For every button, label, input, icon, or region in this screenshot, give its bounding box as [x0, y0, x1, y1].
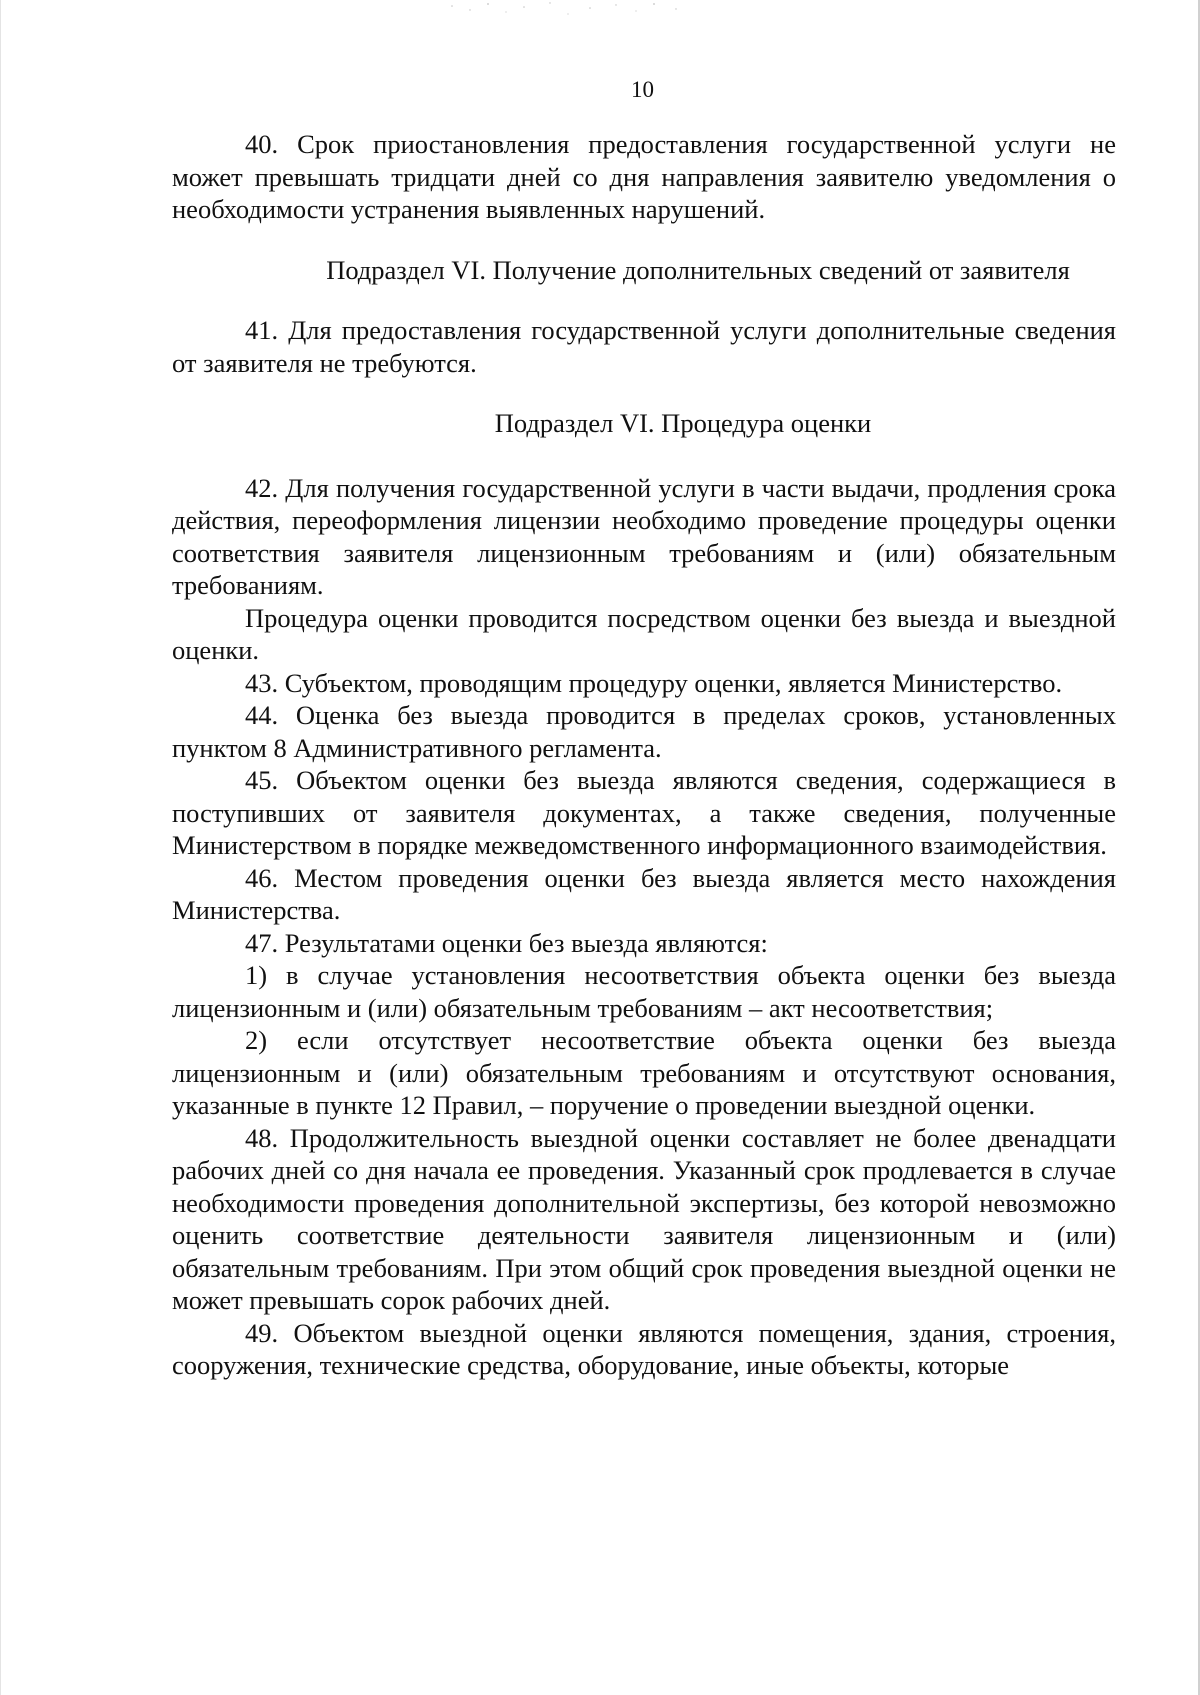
scan-left-edge — [0, 0, 1, 1695]
paragraph-42: 42. Для получения государственной услуги в части выдачи, продления срока действия, переоформления лицензии необходимо проведение процедуры оценки соответствия заявителя лицензионным требованиям и (или) обязательным требованиям. — [172, 472, 1116, 600]
page-number: 10 — [631, 77, 654, 102]
paragraph-47-item-2: 2) если отсутствует несоответствие объекта оценки без выезда лицензионным и (или) обязательным требованиям и отсутствуют основания, указанные в пункте 12 Правил, – поручение о проведении выездной оценки. — [172, 1025, 1116, 1120]
scan-noise — [440, 0, 700, 30]
document-body — [172, 128, 1116, 1382]
paragraph-47-item-1: 1) в случае установления несоответствия объекта оценки без выезда лицензионным и (или) обязательным требованиям – акт несоответствия; — [172, 960, 1116, 1023]
paragraph-40: 40. Срок приостановления предоставления государственной услуги не может превышать тридцати дней со дня направления заявителю уведомления о необходимости устранения выявленных нарушений. — [172, 129, 1116, 224]
paragraph-45: 45. Объектом оценки без выезда являются сведения, содержащиеся в поступивших от заявителя документах, а также сведения, полученные Министерством в порядке межведомственного информационного взаимодействия. — [172, 765, 1116, 860]
paragraph-41: 41. Для предоставления государственной услуги дополнительные сведения от заявителя не требуются. — [172, 315, 1116, 378]
paragraph-43: 43. Субъектом, проводящим процедуру оценки, является Министерство. — [245, 667, 1063, 698]
paragraph-47: 47. Результатами оценки без выезда являются: — [245, 927, 768, 958]
paragraph-46: 46. Местом проведения оценки без выезда является место нахождения Министерства. — [172, 862, 1116, 925]
subheading-assessment-procedure: Подраздел VI. Процедура оценки — [494, 408, 872, 438]
paragraph-49: 49. Объектом выездной оценки являются помещения, здания, строения, сооружения, технические средства, оборудование, иные объекты, которые — [172, 1317, 1116, 1380]
paragraph-44: 44. Оценка без выезда проводится в пределах сроков, установленных пунктом 8 Административного регламента. — [172, 700, 1116, 763]
paragraph-42-continued: Процедура оценки проводится посредством оценки без выезда и выездной оценки. — [172, 602, 1116, 665]
subheading-additional-info: Подраздел VI. Получение дополнительных сведений от заявителя — [326, 254, 1070, 285]
paragraph-48: 48. Продолжительность выездной оценки составляет не более двенадцати рабочих дней со дня начала ее проведения. Указанный срок продлевается в случае необходимости проведения дополнительной экспертизы, без которой невозможно оценить соответствие деятельности заявителя лицензионным и (или) обязательным требованиям. При этом общий срок проведения выездной оценки не может превышать сорок рабочих дней. — [172, 1122, 1116, 1315]
